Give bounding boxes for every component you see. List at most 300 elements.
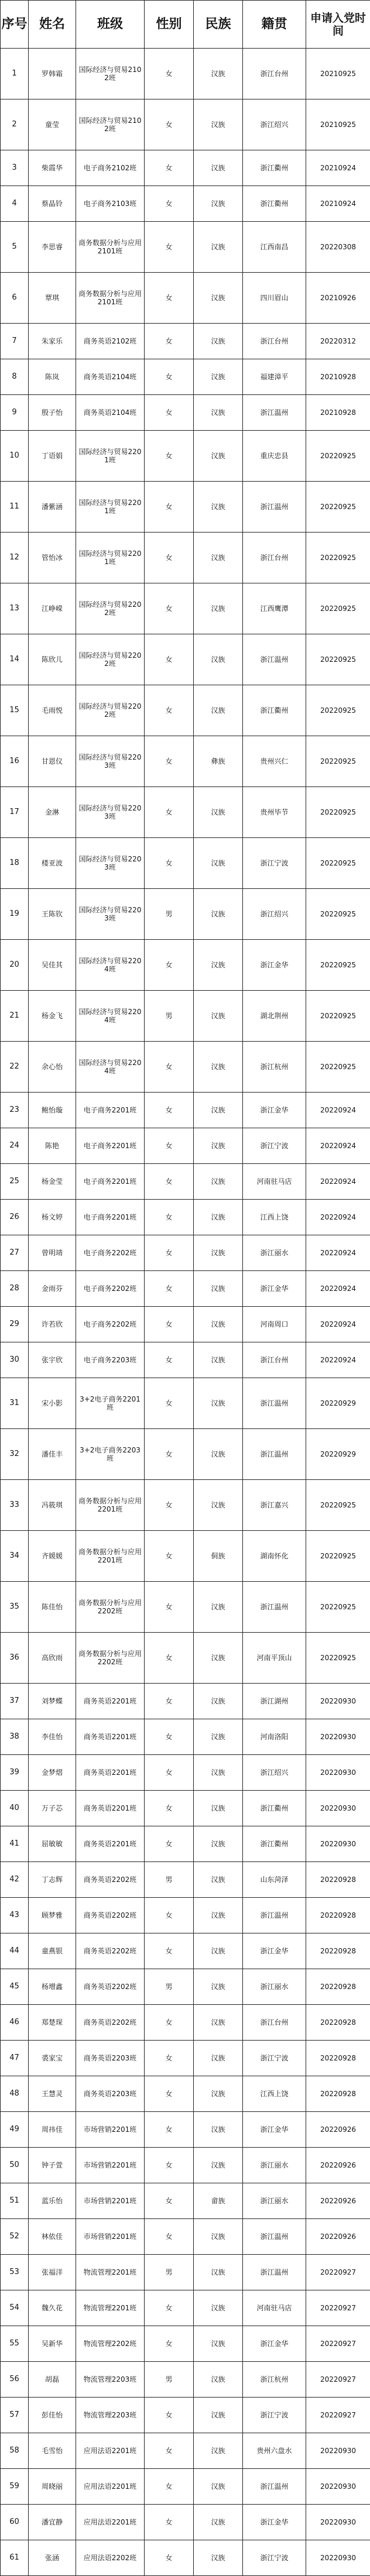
cell-class: 商务英语2201班 <box>76 1755 145 1791</box>
cell-ethnicity: 汉族 <box>194 1378 243 1429</box>
cell-origin: 浙江衢州 <box>243 1791 306 1826</box>
cell-ethnicity: 汉族 <box>194 1429 243 1480</box>
cell-ethnicity: 汉族 <box>194 1480 243 1531</box>
cell-gender: 女 <box>145 1042 194 1093</box>
cell-origin: 河南洛阳 <box>243 1719 306 1755</box>
cell-class: 市场营销2201班 <box>76 2219 145 2255</box>
cell-name: 李佳怡 <box>29 1719 76 1755</box>
cell-apply-date: 20220925 <box>306 1480 370 1531</box>
table-row <box>1 787 370 838</box>
cell-name: 蔡晶铃 <box>29 186 76 222</box>
cell-gender: 女 <box>145 2076 194 2112</box>
table-row <box>1 1378 370 1429</box>
cell-gender: 女 <box>145 222 194 273</box>
cell-origin: 河南驻马店 <box>243 2290 306 2326</box>
header-ethnicity: 民族 <box>194 1 243 49</box>
table-row <box>1 2219 370 2255</box>
table-row <box>1 2362 370 2398</box>
cell-class: 商务英语2202班 <box>76 1933 145 1969</box>
cell-apply-date: 20220924 <box>306 1307 370 1342</box>
cell-ethnicity: 汉族 <box>194 273 243 324</box>
cell-name: 冯筱琪 <box>29 1480 76 1531</box>
cell-name: 毛雨悦 <box>29 685 76 736</box>
cell-class: 物流管理2203班 <box>76 2362 145 2398</box>
cell-gender: 女 <box>145 1429 194 1480</box>
cell-no: 27 <box>1 1235 29 1271</box>
table-row <box>1 324 370 359</box>
cell-apply-date: 20220927 <box>306 2398 370 2433</box>
table-row <box>1 2326 370 2362</box>
cell-class: 商务英语2102班 <box>76 324 145 359</box>
cell-name: 甘恩仪 <box>29 736 76 787</box>
cell-no: 54 <box>1 2290 29 2326</box>
cell-ethnicity: 汉族 <box>194 2505 243 2540</box>
cell-no: 39 <box>1 1755 29 1791</box>
cell-name: 李思睿 <box>29 222 76 273</box>
cell-origin: 浙江温州 <box>243 2255 306 2290</box>
cell-class: 物流管理2202班 <box>76 2326 145 2362</box>
cell-gender: 女 <box>145 1307 194 1342</box>
cell-name: 钟子萱 <box>29 2148 76 2183</box>
cell-gender: 女 <box>145 1898 194 1933</box>
cell-no: 51 <box>1 2183 29 2219</box>
cell-apply-date: 20220927 <box>306 2326 370 2362</box>
cell-gender: 女 <box>145 685 194 736</box>
cell-ethnicity: 汉族 <box>194 2112 243 2148</box>
cell-name: 王陈钦 <box>29 889 76 940</box>
cell-name: 吴新华 <box>29 2326 76 2362</box>
cell-gender: 男 <box>145 991 194 1042</box>
cell-class: 商务数据分析与应用2101班 <box>76 222 145 273</box>
cell-ethnicity: 汉族 <box>194 2005 243 2041</box>
cell-name: 齐媛媛 <box>29 1531 76 1582</box>
table-row <box>1 1933 370 1969</box>
cell-name: 潘佳丰 <box>29 1429 76 1480</box>
cell-ethnicity: 汉族 <box>194 634 243 685</box>
cell-no: 24 <box>1 1128 29 1164</box>
cell-origin: 浙江金华 <box>243 1271 306 1307</box>
table-row <box>1 395 370 431</box>
cell-class: 应用法语2202班 <box>76 2540 145 2576</box>
cell-no: 14 <box>1 634 29 685</box>
table-row <box>1 1429 370 1480</box>
table-row <box>1 1826 370 1862</box>
cell-name: 王慧灵 <box>29 2076 76 2112</box>
cell-class: 国际经济与贸易2203班 <box>76 889 145 940</box>
cell-apply-date: 20220928 <box>306 1969 370 2005</box>
cell-apply-date: 20220928 <box>306 2005 370 2041</box>
cell-origin: 浙江丽水 <box>243 2183 306 2219</box>
cell-no: 47 <box>1 2041 29 2076</box>
cell-name: 杨金莹 <box>29 1164 76 1200</box>
cell-apply-date: 20220927 <box>306 2362 370 2398</box>
cell-gender: 女 <box>145 838 194 889</box>
cell-apply-date: 20220924 <box>306 1164 370 1200</box>
cell-gender: 女 <box>145 1128 194 1164</box>
cell-apply-date: 20220924 <box>306 1093 370 1128</box>
table-row <box>1 1271 370 1307</box>
cell-origin: 浙江绍兴 <box>243 889 306 940</box>
cell-apply-date: 20220924 <box>306 1271 370 1307</box>
cell-gender: 男 <box>145 889 194 940</box>
cell-class: 商务英语2104班 <box>76 359 145 395</box>
table-row <box>1 1582 370 1633</box>
cell-no: 4 <box>1 186 29 222</box>
cell-apply-date: 20220925 <box>306 889 370 940</box>
cell-origin: 山东菏泽 <box>243 1862 306 1898</box>
cell-origin: 浙江金华 <box>243 940 306 991</box>
cell-gender: 男 <box>145 2362 194 2398</box>
cell-name: 杨增鑫 <box>29 1969 76 2005</box>
cell-class: 物流管理2201班 <box>76 2255 145 2290</box>
table-row <box>1 2469 370 2505</box>
cell-gender: 女 <box>145 2290 194 2326</box>
cell-origin: 浙江宁波 <box>243 1128 306 1164</box>
cell-apply-date: 20210925 <box>306 99 370 150</box>
cell-ethnicity: 汉族 <box>194 1164 243 1200</box>
cell-class: 国际经济与贸易2204班 <box>76 991 145 1042</box>
cell-class: 国际经济与贸易2201班 <box>76 431 145 482</box>
cell-class: 国际经济与贸易2202班 <box>76 634 145 685</box>
cell-gender: 男 <box>145 1862 194 1898</box>
cell-no: 42 <box>1 1862 29 1898</box>
table-row <box>1 1898 370 1933</box>
cell-name: 丁语娟 <box>29 431 76 482</box>
cell-no: 20 <box>1 940 29 991</box>
cell-gender: 女 <box>145 150 194 186</box>
cell-origin: 浙江台州 <box>243 2005 306 2041</box>
cell-class: 电子商务2201班 <box>76 1128 145 1164</box>
cell-origin: 河南驻马店 <box>243 1164 306 1200</box>
cell-origin: 浙江金华 <box>243 1933 306 1969</box>
cell-apply-date: 20220925 <box>306 991 370 1042</box>
cell-class: 国际经济与贸易2203班 <box>76 787 145 838</box>
cell-name: 胡磊 <box>29 2362 76 2398</box>
cell-origin: 江西上饶 <box>243 1200 306 1235</box>
cell-name: 朱家乐 <box>29 324 76 359</box>
cell-ethnicity: 汉族 <box>194 49 243 99</box>
cell-ethnicity: 彝族 <box>194 736 243 787</box>
cell-class: 商务英语2202班 <box>76 1969 145 2005</box>
cell-name: 丁志辉 <box>29 1862 76 1898</box>
cell-apply-date: 20220928 <box>306 1933 370 1969</box>
cell-origin: 浙江温州 <box>243 2469 306 2505</box>
cell-apply-date: 20220924 <box>306 1128 370 1164</box>
cell-apply-date: 20220926 <box>306 2148 370 2183</box>
cell-no: 18 <box>1 838 29 889</box>
cell-class: 国际经济与贸易2202班 <box>76 583 145 634</box>
cell-class: 电子商务2203班 <box>76 1342 145 1378</box>
cell-gender: 女 <box>145 533 194 583</box>
table-row <box>1 1862 370 1898</box>
cell-ethnicity: 汉族 <box>194 2362 243 2398</box>
cell-name: 宋小影 <box>29 1378 76 1429</box>
table-row <box>1 2398 370 2433</box>
cell-class: 商务英语2201班 <box>76 1684 145 1719</box>
cell-ethnicity: 汉族 <box>194 2433 243 2469</box>
table-row <box>1 1164 370 1200</box>
cell-no: 48 <box>1 2076 29 2112</box>
cell-gender: 女 <box>145 1342 194 1378</box>
cell-no: 2 <box>1 99 29 150</box>
cell-gender: 女 <box>145 2183 194 2219</box>
cell-class: 应用法语2201班 <box>76 2433 145 2469</box>
cell-name: 吴佳其 <box>29 940 76 991</box>
cell-ethnicity: 汉族 <box>194 1042 243 1093</box>
cell-ethnicity: 汉族 <box>194 2219 243 2255</box>
cell-ethnicity: 汉族 <box>194 533 243 583</box>
cell-class: 电子商务2202班 <box>76 1271 145 1307</box>
cell-ethnicity: 侗族 <box>194 1531 243 1582</box>
table-row <box>1 2041 370 2076</box>
cell-origin: 浙江杭州 <box>243 2362 306 2398</box>
cell-origin: 浙江嘉兴 <box>243 1480 306 1531</box>
cell-origin: 浙江杭州 <box>243 1042 306 1093</box>
cell-ethnicity: 汉族 <box>194 1969 243 2005</box>
cell-no: 19 <box>1 889 29 940</box>
cell-apply-date: 20210925 <box>306 49 370 99</box>
cell-class: 商务英语2201班 <box>76 1791 145 1826</box>
cell-ethnicity: 汉族 <box>194 1826 243 1862</box>
cell-name: 张宇欣 <box>29 1342 76 1378</box>
cell-class: 3+2电子商务2203班 <box>76 1429 145 1480</box>
cell-apply-date: 20220924 <box>306 1235 370 1271</box>
cell-origin: 浙江台州 <box>243 49 306 99</box>
cell-gender: 女 <box>145 940 194 991</box>
cell-gender: 女 <box>145 1791 194 1826</box>
cell-origin: 湖南怀化 <box>243 1531 306 1582</box>
cell-no: 35 <box>1 1582 29 1633</box>
cell-gender: 女 <box>145 634 194 685</box>
cell-no: 9 <box>1 395 29 431</box>
cell-apply-date: 20210928 <box>306 395 370 431</box>
cell-apply-date: 20220925 <box>306 482 370 533</box>
cell-no: 44 <box>1 1933 29 1969</box>
cell-gender: 女 <box>145 2540 194 2576</box>
cell-gender: 女 <box>145 1755 194 1791</box>
cell-class: 电子商务2202班 <box>76 1307 145 1342</box>
cell-class: 应用法语2201班 <box>76 2505 145 2540</box>
cell-no: 55 <box>1 2326 29 2362</box>
cell-no: 52 <box>1 2219 29 2255</box>
cell-class: 物流管理2201班 <box>76 2290 145 2326</box>
cell-no: 23 <box>1 1093 29 1128</box>
cell-name: 魏久花 <box>29 2290 76 2326</box>
cell-name: 张涵 <box>29 2540 76 2576</box>
cell-gender: 女 <box>145 431 194 482</box>
cell-apply-date: 20220930 <box>306 2433 370 2469</box>
cell-no: 61 <box>1 2540 29 2576</box>
cell-gender: 女 <box>145 186 194 222</box>
cell-name: 陈佳怡 <box>29 1582 76 1633</box>
cell-ethnicity: 汉族 <box>194 1933 243 1969</box>
cell-no: 29 <box>1 1307 29 1342</box>
cell-class: 电子商务2103班 <box>76 186 145 222</box>
cell-no: 30 <box>1 1342 29 1378</box>
cell-no: 38 <box>1 1719 29 1755</box>
cell-origin: 浙江衢州 <box>243 150 306 186</box>
cell-name: 曾明靖 <box>29 1235 76 1271</box>
cell-ethnicity: 汉族 <box>194 583 243 634</box>
cell-origin: 浙江温州 <box>243 634 306 685</box>
cell-apply-date: 20220925 <box>306 1633 370 1684</box>
cell-origin: 浙江丽水 <box>243 2148 306 2183</box>
table-row <box>1 2148 370 2183</box>
cell-ethnicity: 汉族 <box>194 1235 243 1271</box>
cell-origin: 浙江绍兴 <box>243 1755 306 1791</box>
cell-class: 国际经济与贸易2102班 <box>76 49 145 99</box>
cell-gender: 女 <box>145 2433 194 2469</box>
cell-name: 蓝乐怡 <box>29 2183 76 2219</box>
cell-origin: 河南平顶山 <box>243 1633 306 1684</box>
cell-class: 物流管理2203班 <box>76 2398 145 2433</box>
cell-origin: 浙江温州 <box>243 1429 306 1480</box>
cell-no: 11 <box>1 482 29 533</box>
cell-ethnicity: 汉族 <box>194 2076 243 2112</box>
cell-origin: 河南周口 <box>243 1307 306 1342</box>
cell-origin: 浙江宁波 <box>243 2540 306 2576</box>
cell-class: 国际经济与贸易2202班 <box>76 685 145 736</box>
cell-ethnicity: 汉族 <box>194 1633 243 1684</box>
header-origin: 籍贯 <box>243 1 306 49</box>
cell-name: 楼亚波 <box>29 838 76 889</box>
cell-gender: 女 <box>145 1531 194 1582</box>
cell-ethnicity: 汉族 <box>194 1719 243 1755</box>
cell-ethnicity: 畲族 <box>194 2183 243 2219</box>
cell-no: 60 <box>1 2505 29 2540</box>
cell-no: 43 <box>1 1898 29 1933</box>
cell-apply-date: 20210924 <box>306 150 370 186</box>
cell-no: 1 <box>1 49 29 99</box>
cell-class: 3+2电子商务2201班 <box>76 1378 145 1429</box>
cell-no: 49 <box>1 2112 29 2148</box>
cell-apply-date: 20220925 <box>306 940 370 991</box>
cell-ethnicity: 汉族 <box>194 2290 243 2326</box>
cell-gender: 女 <box>145 583 194 634</box>
cell-name: 陈岚 <box>29 359 76 395</box>
cell-gender: 女 <box>145 1200 194 1235</box>
cell-no: 56 <box>1 2362 29 2398</box>
cell-ethnicity: 汉族 <box>194 991 243 1042</box>
cell-origin: 江西鹰潭 <box>243 583 306 634</box>
cell-no: 17 <box>1 787 29 838</box>
cell-gender: 女 <box>145 2469 194 2505</box>
cell-gender: 女 <box>145 1271 194 1307</box>
cell-no: 16 <box>1 736 29 787</box>
table-row <box>1 2290 370 2326</box>
cell-ethnicity: 汉族 <box>194 395 243 431</box>
cell-no: 46 <box>1 2005 29 2041</box>
cell-class: 商务数据分析与应用2101班 <box>76 273 145 324</box>
cell-no: 26 <box>1 1200 29 1235</box>
cell-apply-date: 20220930 <box>306 2505 370 2540</box>
cell-gender: 女 <box>145 395 194 431</box>
cell-class: 国际经济与贸易2203班 <box>76 838 145 889</box>
cell-gender: 男 <box>145 1969 194 2005</box>
cell-no: 32 <box>1 1429 29 1480</box>
table-row <box>1 431 370 482</box>
cell-origin: 浙江丽水 <box>243 1235 306 1271</box>
header-apply-time: 申请入党时间 <box>306 1 370 49</box>
cell-no: 40 <box>1 1791 29 1826</box>
cell-class: 应用法语2201班 <box>76 2469 145 2505</box>
table-row <box>1 1633 370 1684</box>
table-row <box>1 482 370 533</box>
cell-gender: 女 <box>145 1235 194 1271</box>
cell-ethnicity: 汉族 <box>194 1862 243 1898</box>
cell-ethnicity: 汉族 <box>194 1342 243 1378</box>
cell-class: 国际经济与贸易2203班 <box>76 736 145 787</box>
cell-ethnicity: 汉族 <box>194 150 243 186</box>
table-row <box>1 150 370 186</box>
table-row <box>1 1791 370 1826</box>
cell-class: 商务数据分析与应用2201班 <box>76 1531 145 1582</box>
cell-gender: 女 <box>145 482 194 533</box>
cell-origin: 浙江宁波 <box>243 838 306 889</box>
cell-class: 国际经济与贸易2201班 <box>76 482 145 533</box>
cell-origin: 浙江温州 <box>243 1378 306 1429</box>
cell-apply-date: 20220930 <box>306 1755 370 1791</box>
cell-class: 市场营销2201班 <box>76 2112 145 2148</box>
cell-origin: 浙江湖州 <box>243 1684 306 1719</box>
cell-ethnicity: 汉族 <box>194 1093 243 1128</box>
cell-ethnicity: 汉族 <box>194 359 243 395</box>
table-row <box>1 533 370 583</box>
cell-gender: 女 <box>145 1826 194 1862</box>
cell-name: 张福洋 <box>29 2255 76 2290</box>
cell-gender: 女 <box>145 787 194 838</box>
cell-origin: 浙江温州 <box>243 1582 306 1633</box>
cell-origin: 浙江宁波 <box>243 2041 306 2076</box>
cell-origin: 浙江温州 <box>243 482 306 533</box>
cell-no: 41 <box>1 1826 29 1862</box>
table-row <box>1 940 370 991</box>
table-row <box>1 889 370 940</box>
cell-class: 市场营销2201班 <box>76 2183 145 2219</box>
table-row <box>1 1042 370 1093</box>
cell-name: 潘宜静 <box>29 2505 76 2540</box>
cell-gender: 女 <box>145 1093 194 1128</box>
cell-class: 电子商务2201班 <box>76 1164 145 1200</box>
table-row <box>1 1531 370 1582</box>
cell-name: 覃琪 <box>29 273 76 324</box>
cell-gender: 女 <box>145 1378 194 1429</box>
table-row <box>1 1200 370 1235</box>
cell-class: 商务英语2203班 <box>76 2041 145 2076</box>
cell-apply-date: 20220930 <box>306 1719 370 1755</box>
cell-origin: 浙江金华 <box>243 2326 306 2362</box>
cell-ethnicity: 汉族 <box>194 222 243 273</box>
cell-name: 林依佳 <box>29 2219 76 2255</box>
cell-name: 屈敏敏 <box>29 1826 76 1862</box>
cell-class: 商务英语2202班 <box>76 1862 145 1898</box>
cell-ethnicity: 汉族 <box>194 685 243 736</box>
cell-gender: 女 <box>145 2398 194 2433</box>
cell-origin: 浙江金华 <box>243 1093 306 1128</box>
cell-apply-date: 20220925 <box>306 787 370 838</box>
cell-name: 郑楚琛 <box>29 2005 76 2041</box>
table-row <box>1 49 370 99</box>
header-no: 序号 <box>1 1 29 49</box>
table-row <box>1 359 370 395</box>
header-name: 姓名 <box>29 1 76 49</box>
cell-gender: 女 <box>145 2041 194 2076</box>
cell-name: 管怡冰 <box>29 533 76 583</box>
cell-no: 25 <box>1 1164 29 1200</box>
cell-apply-date: 20220926 <box>306 2183 370 2219</box>
cell-no: 10 <box>1 431 29 482</box>
cell-name: 周晓丽 <box>29 2469 76 2505</box>
